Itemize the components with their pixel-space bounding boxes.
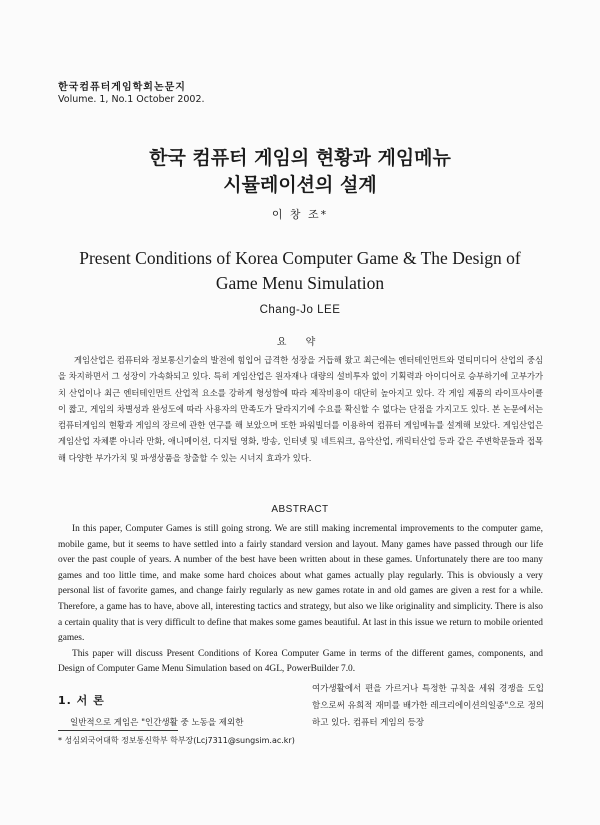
- english-title: Present Conditions of Korea Computer Game & The Design of Game Menu Simulation: [79, 248, 521, 293]
- abstract-heading: ABSTRACT: [271, 504, 329, 515]
- footnote-rule: [58, 730, 178, 731]
- section1-right-text: 여가생활에서 편을 가르거나 특정한 규칙을 세워 경쟁을 도입함으로써 유희적 재미를 배가한 레크리에이션의일종"으로 정의하고 있다. 컴퓨터 게임의 등장: [312, 684, 544, 728]
- english-author: Chang-Jo LEE: [259, 304, 341, 316]
- korean-title: [0, 145, 600, 199]
- english-abstract: [58, 522, 543, 678]
- korean-abstract-heading: 요 약: [276, 337, 324, 348]
- journal-volume: Volume. 1, No.1 October 2002.: [58, 94, 205, 105]
- footnote: * 성심외국어대학 정보통신학부 학부장(Lcj7311@sungsim.ac.kr): [58, 736, 295, 745]
- journal-header: [58, 78, 205, 105]
- section1-left-text: 일반적으로 게임은 "인간생활 중 노동을 제외한: [70, 718, 244, 728]
- korean-title-line2: 시뮬레이션의 설계: [223, 174, 377, 196]
- english-abstract-p2: This paper will discuss Present Conditions of Korea Computer Game in terms of the different games, components, and Design of Computer Game Menu Simulation based on 4GL, PowerBuilder 7.0.: [58, 648, 543, 675]
- section1-heading: 1. 서 론: [58, 694, 105, 707]
- english-abstract-p1: In this paper, Computer Games is still going strong. We are still making incremental improvements to the computer game, mobile game, but it seems to have settled into a fairly standard version and layout. Many games have passed through our life over the past couple of years. A number of the best have been written about in these games. Unfortunately there are too many games and too little time, and make some hard choices about what games actually play regularly. This is obviously a very personal list of favorite games, and change fairly regularly as new games rotate in and old games are given a rest for a while. Therefore, a game has to have, above all, interesting tactics and strategy, but also we like originality and simplicity. There is also a certain quality that is very difficult to define that makes some games beautiful. At last in this issue we return to mobile oriented games.: [58, 524, 543, 644]
- journal-name: 한국컴퓨터게임학회논문지: [58, 82, 186, 93]
- korean-abstract: 게임산업은 컴퓨터와 정보통신기술의 발전에 힘입어 급격한 성장을 거듭해 왔고 최근에는 엔터테인먼트와 멀티미디어 산업의 중심을 차지하면서 그 성장이 가속화되고 있다. 특히 게임산업은 원자재나 대량의 설비투자 없이 기획력과 아이디어로 승부하기에 고부가가치 산업이나 최근 엔터테인먼트 산업적 요소를 강하게 형성함에 따라 제작비용이 대단히 높아지고 있다. 각 게임 제품의 라이프사이클이 짧고, 게임의 차별성과 완성도에 따라 사용자의 만족도가 달라지기에 수요를 확신할 수 없다는 단점을 가지고도 있다. 본 논문에서는 컴퓨터게임의 현황과 게임의 장르에 관한 연구를 해 보았으며 또한 파워빌더를 이용하여 컴퓨터 게임메뉴를 설계해 보았다. 게임산업은 게임산업 자체뿐 아니라 만화, 애니메이션, 디지털 영화, 방송, 인터넷 및 네트워크, 음악산업, 캐릭터산업 등과 같은 주변학문들과 접목해 다양한 부가가치 및 파생상품을 창출할 수 있는 시너지 효과가 있다.: [58, 355, 544, 463]
- korean-title-line1: 한국 컴퓨터 게임의 현황과 게임메뉴: [149, 147, 451, 169]
- korean-author: 이 창 조*: [271, 208, 329, 221]
